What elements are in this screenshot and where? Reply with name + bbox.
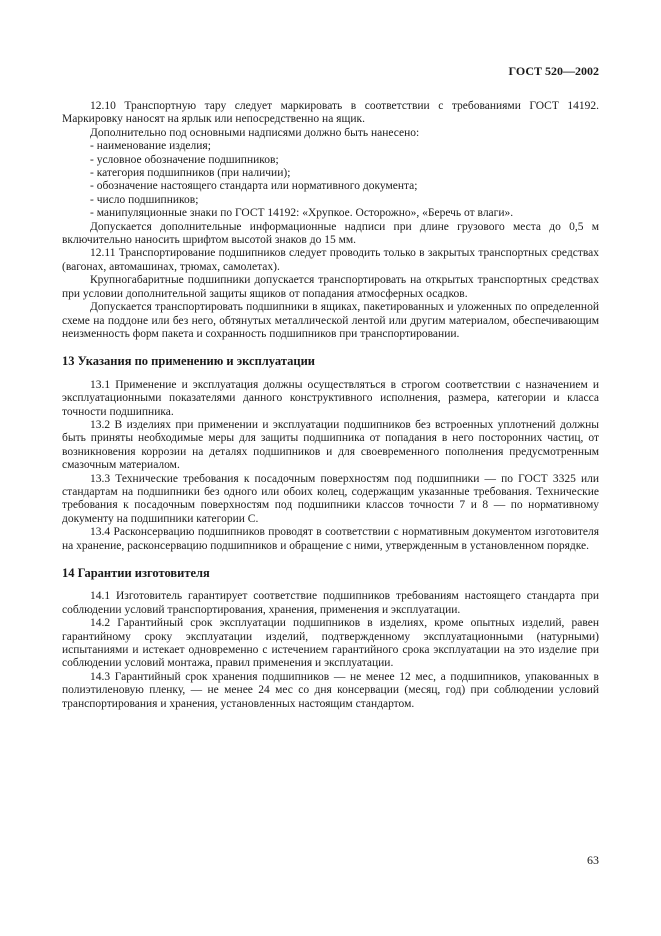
paragraph: 13.4 Расконсервацию подшипников проводят в соответствии с нормативным документом изготовителя на хранение, расконсервацию подшипников и обращение с ними, утвержденным в установленном порядке. [62, 526, 599, 552]
paragraph: 14.2 Гарантийный срок эксплуатации подшипников в изделиях, кроме опытных изделий, равен гарантийному сроку эксплуатации изделий, подтвержденному эксплуатационными (натурными) испытаниями и истекает одновременно с истечением гарантийного срока эксплуатации на это изделие при соблюдении условий монтажа, правил применения и эксплуатации. [62, 617, 599, 670]
section-heading: 14 Гарантии изготовителя [62, 566, 210, 580]
list-item: - наименование изделия; [90, 140, 211, 153]
paragraph: 12.11 Транспортирование подшипников следует проводить только в закрытых транспортных средствах (вагонах, автомашинах, трюмах, самолетах). [62, 247, 599, 273]
paragraph: 13.2 В изделиях при применении и эксплуатации подшипников без встроенных уплотнений должны быть приняты необходимые меры для защиты подшипника от попадания в него посторонних частиц, от возникновения коррозии на деталях подшипников и для своевременного пополнения предусмотренным смазочным материалом. [62, 418, 599, 472]
document-body [62, 100, 599, 711]
paragraph: 13.1 Применение и эксплуатация должны осуществляться в строгом соответствии с назначением и эксплуатационными показателями данного конструктивного исполнения, размера, категории и класса точности подшипника. [62, 378, 599, 418]
list-item: - категория подшипников (при наличии); [90, 167, 291, 180]
paragraph: 14.1 Изготовитель гарантирует соответствие подшипников требованиям настоящего стандарта при соблюдении условий транспортирования, хранения, применения и эксплуатации. [62, 590, 599, 616]
section-heading: 13 Указания по применению и эксплуатации [62, 354, 315, 369]
list-item: - манипуляционные знаки по ГОСТ 14192: «Хрупкое. Осторожно», «Беречь от влаги». [90, 207, 514, 220]
list-item: - обозначение настоящего стандарта или нормативного документа; [90, 180, 418, 193]
paragraph: 12.10 Транспортную тару следует маркировать в соответствии с требованиями ГОСТ 14192. Маркировку наносят на ярлык или непосредственно на ящик. [62, 100, 599, 126]
document-code: ГОСТ 520—2002 [508, 64, 599, 78]
paragraph: Дополнительно под основными надписями должно быть нанесено: [90, 126, 420, 139]
paragraph: Допускается дополнительные информационные надписи при длине грузового места до 0,5 м включительно наносить шрифтом высотой знаков до 15 мм. [62, 220, 599, 247]
paragraph: Допускается транспортировать подшипники в ящиках, пакетированных и уложенных по определенной схеме на поддоне или без него, обтянутых металлической лентой или другим материалом, обеспечивающим неизменность форм пакета и сохранность подшипников при транспортировании. [62, 301, 599, 340]
paragraph: Крупногабаритные подшипники допускается транспортировать на открытых транспортных средствах при условии дополнительной защиты ящиков от попадания атмосферных осадков. [62, 274, 599, 300]
list-item: - число подшипников; [90, 193, 199, 206]
paragraph: 14.3 Гарантийный срок хранения подшипников — не менее 12 мес, а подшипников, упакованных в полиэтиленовую пленку, — не менее 24 мес со дня консервации (месяц, год) при соблюдении условий транспортирования и хранения, установленных настоящим стандартом. [62, 670, 599, 710]
page-number: 63 [587, 853, 599, 867]
paragraph: 13.3 Технические требования к посадочным поверхностям под подшипники — по ГОСТ 3325 или стандартам на подшипники без одного или обоих колец, содержащим указанные требования. Технические требования к посадочным поверхностям под подшипники классов точности 7 и 8 — по нормативному документу на подшипники категории С. [62, 472, 599, 525]
list-item: - условное обозначение подшипников; [90, 153, 279, 166]
